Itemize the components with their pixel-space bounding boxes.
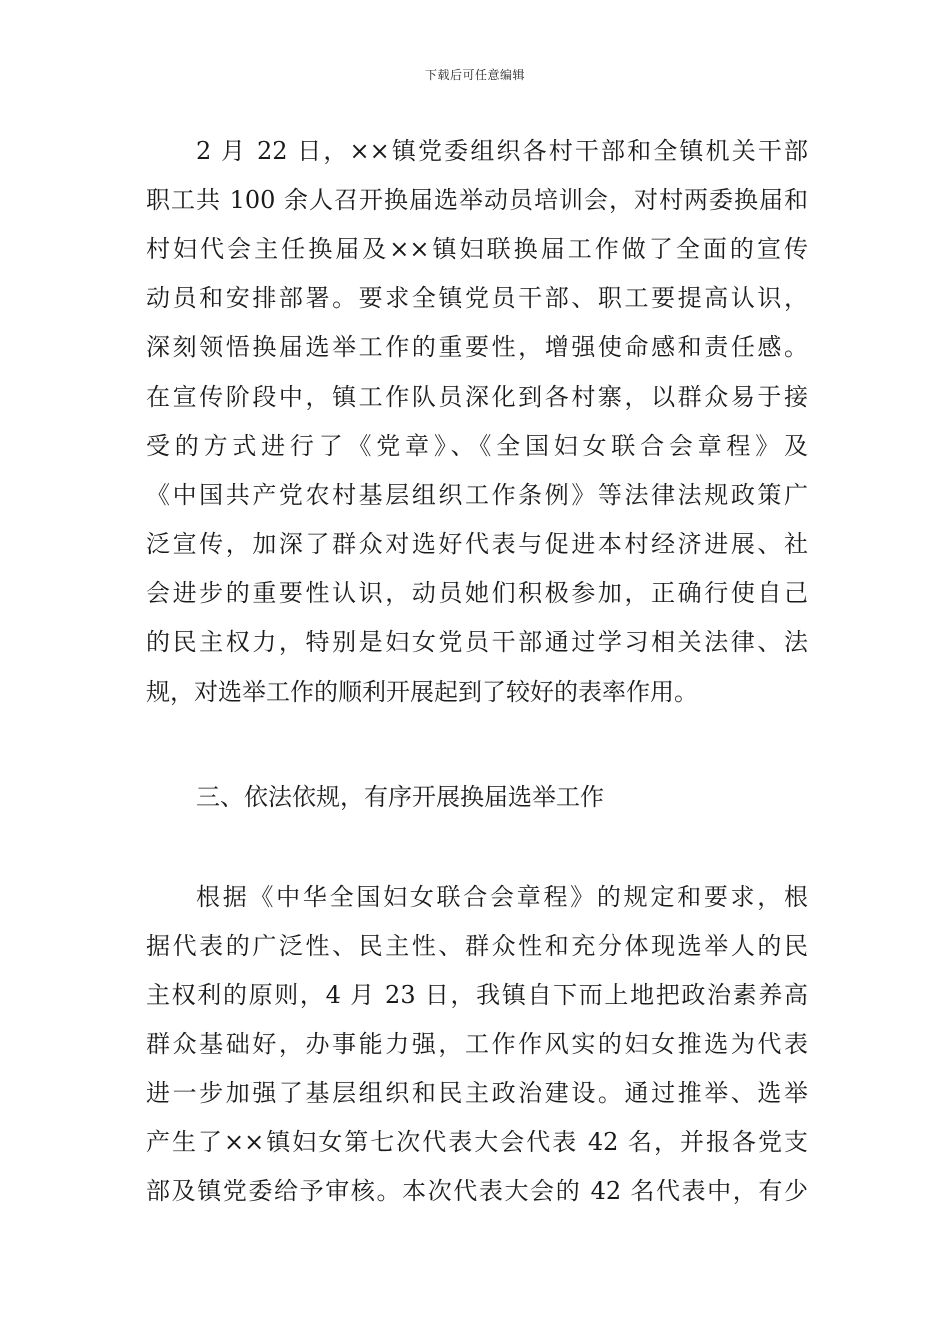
paragraph-1-line: 动员和安排部署。要求全镇党员干部、职工要提高认识， bbox=[146, 284, 808, 312]
paragraph-2-line: 产生了××镇妇女第七次代表大会代表 42 名，并报各党支 bbox=[146, 1128, 808, 1156]
paragraph-1-line: 2 月 22 日，××镇党委组织各村干部和全镇机关干部 bbox=[196, 137, 808, 165]
paragraph-1-line: 村妇代会主任换届及××镇妇联换届工作做了全面的宣传 bbox=[146, 235, 808, 263]
paragraph-1-line: 深刻领悟换届选举工作的重要性，增强使命感和责任感。 bbox=[146, 333, 808, 361]
paragraph-1-line: 《中国共产党农村基层组织工作条例》等法律法规政策广 bbox=[146, 481, 808, 509]
page-header: 下载后可任意编辑 bbox=[424, 68, 525, 82]
paragraph-1-line: 会进步的重要性认识，动员她们积极参加，正确行使自己 bbox=[146, 579, 808, 607]
paragraph-1-line: 的民主权力，特别是妇女党员干部通过学习相关法律、法 bbox=[146, 628, 808, 656]
paragraph-2-line: 进一步加强了基层组织和民主政治建设。通过推举、选举 bbox=[146, 1079, 808, 1107]
paragraph-1-line: 职工共 100 余人召开换届选举动员培训会，对村两委换届和 bbox=[146, 186, 808, 214]
paragraph-1-line: 在宣传阶段中，镇工作队员深化到各村寨，以群众易于接 bbox=[146, 383, 808, 411]
paragraph-2-line: 群众基础好，办事能力强，工作作风实的妇女推选为代表 bbox=[146, 1030, 808, 1058]
paragraph-1-line: 规，对选举工作的顺利开展起到了较好的表率作用。 bbox=[146, 678, 698, 706]
paragraph-2-line: 部及镇党委给予审核。本次代表大会的 42 名代表中，有少 bbox=[146, 1177, 808, 1205]
paragraph-2-line: 主权利的原则，4 月 23 日，我镇自下而上地把政治素养高 bbox=[146, 981, 808, 1009]
paragraph-2-line: 据代表的广泛性、民主性、群众性和充分体现选举人的民 bbox=[146, 932, 808, 960]
section-heading: 三、依法依规，有序开展换届选举工作 bbox=[196, 783, 604, 811]
paragraph-1-line: 受的方式进行了《党章》、《全国妇女联合会章程》及 bbox=[146, 432, 808, 460]
paragraph-1-line: 泛宣传，加深了群众对选好代表与促进本村经济进展、社 bbox=[146, 530, 808, 558]
paragraph-2-line: 根据《中华全国妇女联合会章程》的规定和要求，根 bbox=[196, 883, 808, 911]
